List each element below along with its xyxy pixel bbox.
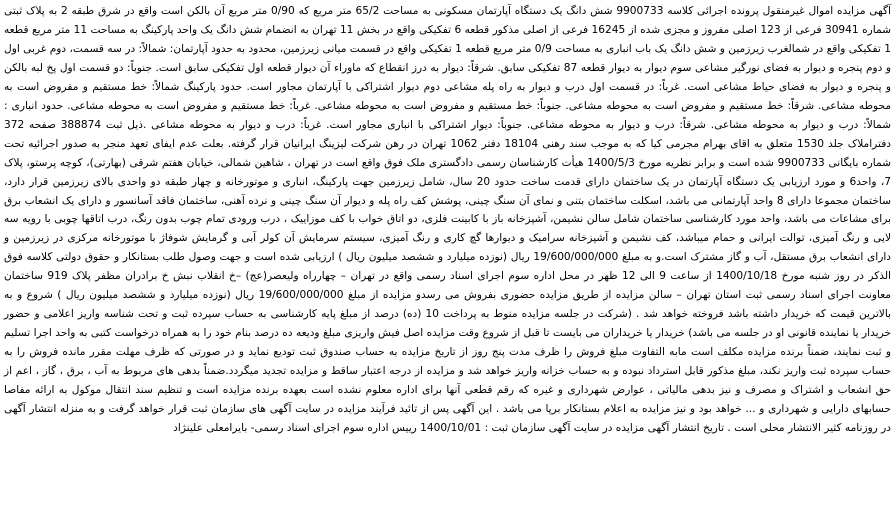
notice-body <box>4 2 891 438</box>
official-signature: بایرامعلی علینژاد <box>173 421 248 434</box>
notice-text: آگهی مزایده اموال غیرمنقول پرونده اجرائی کلاسه 9900733 شش دانگ یک دستگاه آپارتمان مسکونی به مساحت 65/2 متر مربع که 0/90 متر مربع آن بالکن است واقع در شرق طبقه 2 به پلاک ثبتی شماره 30941 فرعی از 123 اصلی مفروز و مجزی شده از 16245 فرعی از اصلی مذکور قطعه 6 تفکیکی واقع در بخش 11 تهران به انضمام شش دانگ یک واحد پارکینگ به مساحت 11 متر مربع قطعه 1 تفکیکی واقع در شمالغرب زیرزمین و شش دانگ یک باب انباری به مساحت 0/9 متر مربع قطعه 1 تفکیکی واقع در قسمت میانی زیرزمین، محدود به حدود آپارتمان: شمالاً: در سه قسمت، دوم غربی اول و دوم پنجره و دیوار به فضای نورگیر مشاعی سوم دیوار به دیوار قطعه 87 تفکیکی سابق. شرقاً: دیوار به درز انقطاع که ماوراء آن دیوار قطعه اول تفکیکی سابق است. جنوباً: دو قسمت اول پخ لبه بالکن و پنجره و دیوار به فضای حیاط مشاعی است. غرباً: در قسمت اول درب و دیوار به راه پله مشاعی دوم دیوار اشتراکی با آپارتمان مجاور است. حدود پارکینگ شمالاً: خط مستقیم و مفروض است به محوطه مشاعی. شرقاً: خط مستقیم و مفروض است به محوطه مشاعی. جنوباً: خط مستقیم و مفروض است به محوطه مشاعی. غرباً: خط مستقیم و مفروض است به محوطه مشاعی. حدود انباری : شمالاً: درب و دیوار به محوطه مشاعی. شرقاً: درب و دیوار به محوطه مشاعی. جنوباً: دیوار اشتراکی با انباری مجاور است. غرباً: درب و دیوار به محوطه مشاعی .ذیل ثبت 388874 صفحه 372 دفتراملاک جلد 1530 متعلق به اقای بهرام مجرمی کیا که به موجب سند رهنی 18104 دفتر 1062 تهران در رهن شرکت لیزینگ ایرانیان قرار گرفته. بعلت عدم ایفای تعهد منجر به صدور اجرائیه تحت شماره بایگانی 9900733 شده است و برابر نظریه مورخ 1400/5/3 هیأت کارشناسان رسمی دادگستری ملک فوق واقع است در تهران ، شاهین شمالی، خیابان هفتم شرقی (بهارتی)، کوچه پرستو، پلاک 7، واحد6 و مورد ارزیابی یک دستگاه آپارتمان در یک ساختمان دارای قدمت ساخت حدود 20 سال، شامل زیرزمین جهت پارکینگ، انباری و موتورخانه و چهار طبقه دو واحدی بالای زیرزمین قرار دارد، ساختمان مجموعا دارای 8 واحد آپارتمانی می باشد، اسکلت ساختمان بتنی و نمای آن سنگ چینی، پوشش کف راه پله و دیوار آن سنگ چینی و نرده آهنی، ساختمان فاقد آسانسور و دارای یک انشعاب برق برای مشاعات می باشد، واحد مورد کارشناسی ساختمان شامل سالن نشیمن، آشپزخانه باز با کابینت فلزی، دو اتاق خواب با کف موزاییک ، درب ورودی تمام چوب بدون رنگ، درب اتاقها چوبی با رویه سه لایی و رنگ آمیزی، توالت ایرانی و حمام میباشد، کف نشیمن و آشپزخانه سرامیک و دیوارها گچ کاری و رنگ آمیزی، سیستم سرمایش آن کولر آبی و گرمایش شوفاژ با موتورخانه مرکزی در زیرزمین و دارای انشعاب برق مستقل، آب و گاز مشترک است.و به مبلغ 19/600/000/000 ریال (نوزده میلیارد و ششصد میلیون ریال ) ارزیابی شده است و جهت وصول طلب بستانکار و حقوق دولتی کلاسه فوق الذکر در روز شنبه مورخ 1400/10/18 از ساعت 9 الی 12 ظهر در محل اداره سوم اجرای اسناد رسمی واقع در تهران – چهارراه ولیعصر(عج) –خ انقلاب نبش خ برادران مظفر پلاک 919 ساختمان معاونت اجرای اسناد رسمی ثبت استان تهران – سالن مزایده از طریق مزایده حضوری بفروش می رسدو مزایده از مبلغ 19/600/000/000 ریال (نوزده میلیارد و ششصد میلیون ریال ) شروع و به بالاترین قیمت که خریدار داشته باشد فروخته خواهد شد . (شرکت در جلسه مزایده منوط به پرداخت 10 (ده) درصد از مبلغ پایه کارشناسی به حساب سپرده ثبت و تحت شناسه واریز اعلامی و حضور خریدار یا نماینده قانونی او در جلسه می باشد) خریدار یا خریداران می بایست تا قبل از شروع وقت مزایده اصل فیش واریزی مبلغ ودیعه ده درصد بنام خود را به همراه درخواست کتبی به واحد اجرا تسلیم و ثبت نمایند، ضمناً برنده مزایده مکلف است مابه التفاوت مبلغ فروش را ظرف مدت پنج روز از تاریخ مزایده به حساب صندوق ثبت تودیع نماید و در صورتی که ظرف مهلت مقرر مانده فروش را به حساب سپرده ثبت واریز نکند، مبلغ مذکور قابل استرداد نبوده و به حساب خزانه واریز خواهد شد و مزایده از درجه اعتبار ساقط و مزایده تجدید میگردد.ضمناً بدهی های مربوط به آب ، برق ، گاز ، اعم از حق انشعاب و اشتراک و مصرف و نیز بدهی مالیاتی ، عوارض شهرداری و غیره که رقم قطعی آنها برای اداره معلوم نشده است بعهده برنده مزایده است و تنظیم سند انتقال موکول به ارائه مفاصا حسابهای دارایی و شهرداری و ... خواهد بود و نیز مزایده به اعلام بستانکار برپا می باشد . این آگهی پس از تائید فرآیند مزایده در سایت آگهی های سازمان ثبت قرار خواهد گرفت و به منزله انتشار آگهی در روزنامه کثیر الانتشار محلی است . تاریخ انتشار آگهی مزایده در سایت آگهی سازمان ثبت : 1400/10/01 رییس اداره سوم اجرای اسناد رسمی- <box>4 5 892 434</box>
